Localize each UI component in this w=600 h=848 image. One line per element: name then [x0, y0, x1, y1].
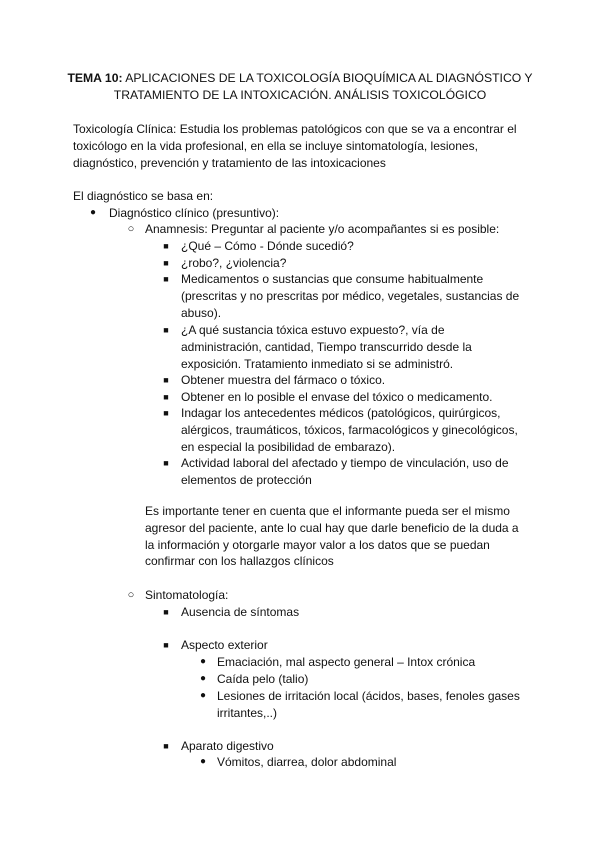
list-item-text: Vómitos, diarrea, dolor abdominal [217, 755, 397, 769]
list-item-text: Obtener muestra del fármaco o tóxico. [181, 373, 386, 387]
list-item-text: Emaciación, mal aspecto general – Intox crónica [217, 655, 476, 669]
list-item-text: Sintomatología: [145, 588, 229, 602]
square-bullet-icon: ■ [163, 392, 169, 402]
list-item-text: Indagar los antecedentes médicos (patológicos, quirúrgicos, alérgicos, traumáticos, tóxicos, farmacológicos y ginecológicos, en especial la posibilidad de embarazo). [181, 406, 518, 454]
title-topic-number: TEMA 10: [67, 71, 123, 85]
list-item-text: Medicamentos o sustancias que consume habitualmente (prescritas y no prescritas por médico, vegetales, sustancias de abuso). [181, 272, 520, 320]
square-bullet-icon: ■ [163, 325, 169, 335]
square-bullet-icon: ■ [163, 741, 169, 751]
circle-bullet-icon: ○ [127, 589, 135, 601]
square-bullet-icon: ■ [163, 408, 169, 418]
title-text: APLICACIONES DE LA TOXICOLOGÍA BIOQUÍMICA AL DIAGNÓSTICO Y TRATAMIENTO DE LA INTOXICACIÓN. ANÁLISIS TOXICOLÓGICO [113, 71, 533, 102]
disc-bullet-icon: ● [199, 656, 207, 667]
page-title [66, 70, 534, 104]
square-bullet-icon: ■ [163, 375, 169, 385]
square-bullet-icon: ■ [163, 607, 169, 617]
disc-bullet-icon: ● [199, 756, 207, 767]
list-item-text: Lesiones de irritación local (ácidos, bases, fenoles gases irritantes,..) [217, 689, 520, 720]
list-item-text: Aparato digestivo [181, 739, 274, 753]
list-item-text: Actividad laboral del afectado y tiempo de vinculación, uso de elementos de protección [181, 456, 509, 487]
square-bullet-icon: ■ [163, 258, 169, 268]
list-item-text: Aspecto exterior [181, 638, 268, 652]
list-item-text: ¿Qué – Cómo - Dónde sucedió? [181, 239, 354, 253]
list-item-text: Ausencia de síntomas [181, 605, 300, 619]
circle-bullet-icon: ○ [127, 223, 135, 235]
list-item-text: Caída pelo (talio) [217, 672, 309, 686]
intro-paragraph: Toxicología Clínica: Estudia los problemas patológicos con que se va a encontrar el toxicólogo en la vida profesional, en ella se incluye sintomatología, lesiones, diagnóstico, prevención y tratamiento de las intoxicaciones [73, 122, 517, 170]
square-bullet-icon: ■ [163, 274, 169, 284]
list-item-text: ¿A qué sustancia tóxica estuvo expuesto?, vía de administración, cantidad, Tiempo transcurrido desde la exposición. Tratamiento inmediato si se administró. [181, 323, 472, 371]
list-item-text: Obtener en lo posible el envase del tóxico o medicamento. [181, 390, 493, 404]
square-bullet-icon: ■ [163, 458, 169, 468]
list-item-text: Diagnóstico clínico (presuntivo): [109, 206, 280, 220]
disc-bullet-icon: ● [199, 690, 207, 701]
square-bullet-icon: ■ [163, 640, 169, 650]
diagnosis-basis-line: El diagnóstico se basa en: [73, 189, 214, 203]
disc-bullet-icon: ● [199, 673, 207, 684]
list-item-text: Anamnesis: Preguntar al paciente y/o acompañantes si es posible: [145, 222, 500, 236]
square-bullet-icon: ■ [163, 241, 169, 251]
disc-bullet-icon: ● [89, 207, 97, 218]
list-item-text: ¿robo?, ¿violencia? [181, 256, 287, 270]
informant-note-paragraph: Es importante tener en cuenta que el informante pueda ser el mismo agresor del paciente, ante lo cual hay que darle beneficio de la duda a la información y otorgarle mayor valor a los datos que se puedan confirmar con los hallazgos clínicos [145, 504, 519, 569]
